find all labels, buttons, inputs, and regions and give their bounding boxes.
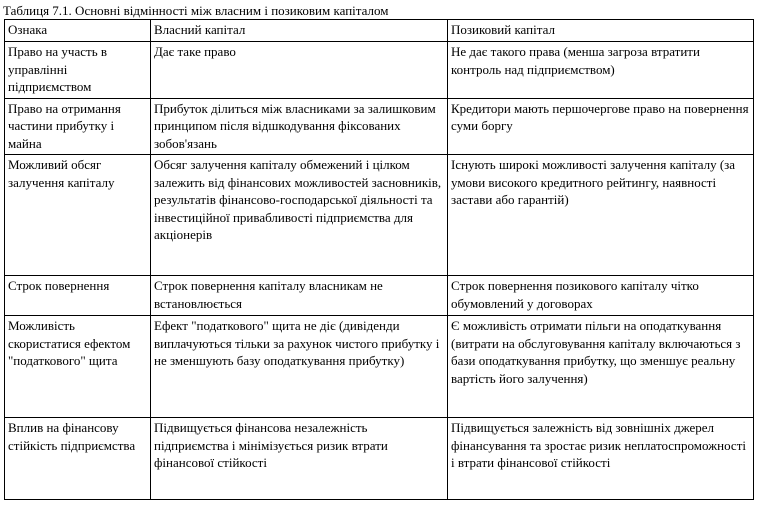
borrowed-capital-cell: Підвищується залежність від зовнішніх джерел фінансування та зростає ризик неплатоспроможності і втрати фінансової стійкості <box>448 418 754 500</box>
borrowed-capital-cell: Є можливість отримати пільги на оподаткування (витрати на обслуговування капіталу включаються з бази оподаткування прибутку, що зменшує реальну вартість його залучення) <box>448 316 754 418</box>
own-capital-cell: Підвищується фінансова незалежність підприємства і мінімізується ризик втрати фінансової стійкості <box>151 418 448 500</box>
own-capital-cell: Ефект "податкового" щита не діє (дивіденди виплачуються тільки за рахунок чистого прибутку і не зменшують базу оподаткування прибутку) <box>151 316 448 418</box>
borrowed-capital-cell: Строк повернення позикового капіталу чітко обумовлений у договорах <box>448 276 754 316</box>
feature-cell: Право на отримання частини прибутку і майна <box>5 98 151 155</box>
feature-cell: Можливий обсяг залучення капіталу <box>5 155 151 276</box>
table-header-row <box>5 20 754 42</box>
own-capital-cell: Строк повернення капіталу власникам не встановлюється <box>151 276 448 316</box>
borrowed-capital-cell: Кредитори мають першочергове право на повернення суми боргу <box>448 98 754 155</box>
table-row <box>5 98 754 155</box>
table-row <box>5 276 754 316</box>
table-row <box>5 155 754 276</box>
feature-cell: Право на участь в управлінні підприємством <box>5 42 151 99</box>
borrowed-capital-cell: Існують широкі можливості залучення капіталу (за умови високого кредитного рейтингу, наявності застави або гарантій) <box>448 155 754 276</box>
table-caption: Таблиця 7.1. Основні відмінності між власним і позиковим капіталом <box>3 3 389 18</box>
comparison-table <box>4 19 754 500</box>
own-capital-cell: Обсяг залучення капіталу обмежений і цілком залежить від фінансових можливостей засновників, результатів фінансово-господарської діяльності та інвестиційної привабливості підприємства для акціонерів <box>151 155 448 276</box>
own-capital-cell: Дає таке право <box>151 42 448 99</box>
own-capital-cell: Прибуток ділиться між власниками за залишковим принципом після відшкодування фіксованих зобов'язань <box>151 98 448 155</box>
table-row <box>5 316 754 418</box>
table-row <box>5 42 754 99</box>
borrowed-capital-cell: Не дає такого права (менша загроза втратити контроль над підприємством) <box>448 42 754 99</box>
feature-cell: Вплив на фінансову стійкість підприємства <box>5 418 151 500</box>
feature-cell: Можливість скористатися ефектом "податкового" щита <box>5 316 151 418</box>
header-own-capital: Власний капітал <box>151 20 448 42</box>
table-row <box>5 418 754 500</box>
feature-cell: Строк повернення <box>5 276 151 316</box>
header-feature: Ознака <box>5 20 151 42</box>
header-borrowed-capital: Позиковий капітал <box>448 20 754 42</box>
